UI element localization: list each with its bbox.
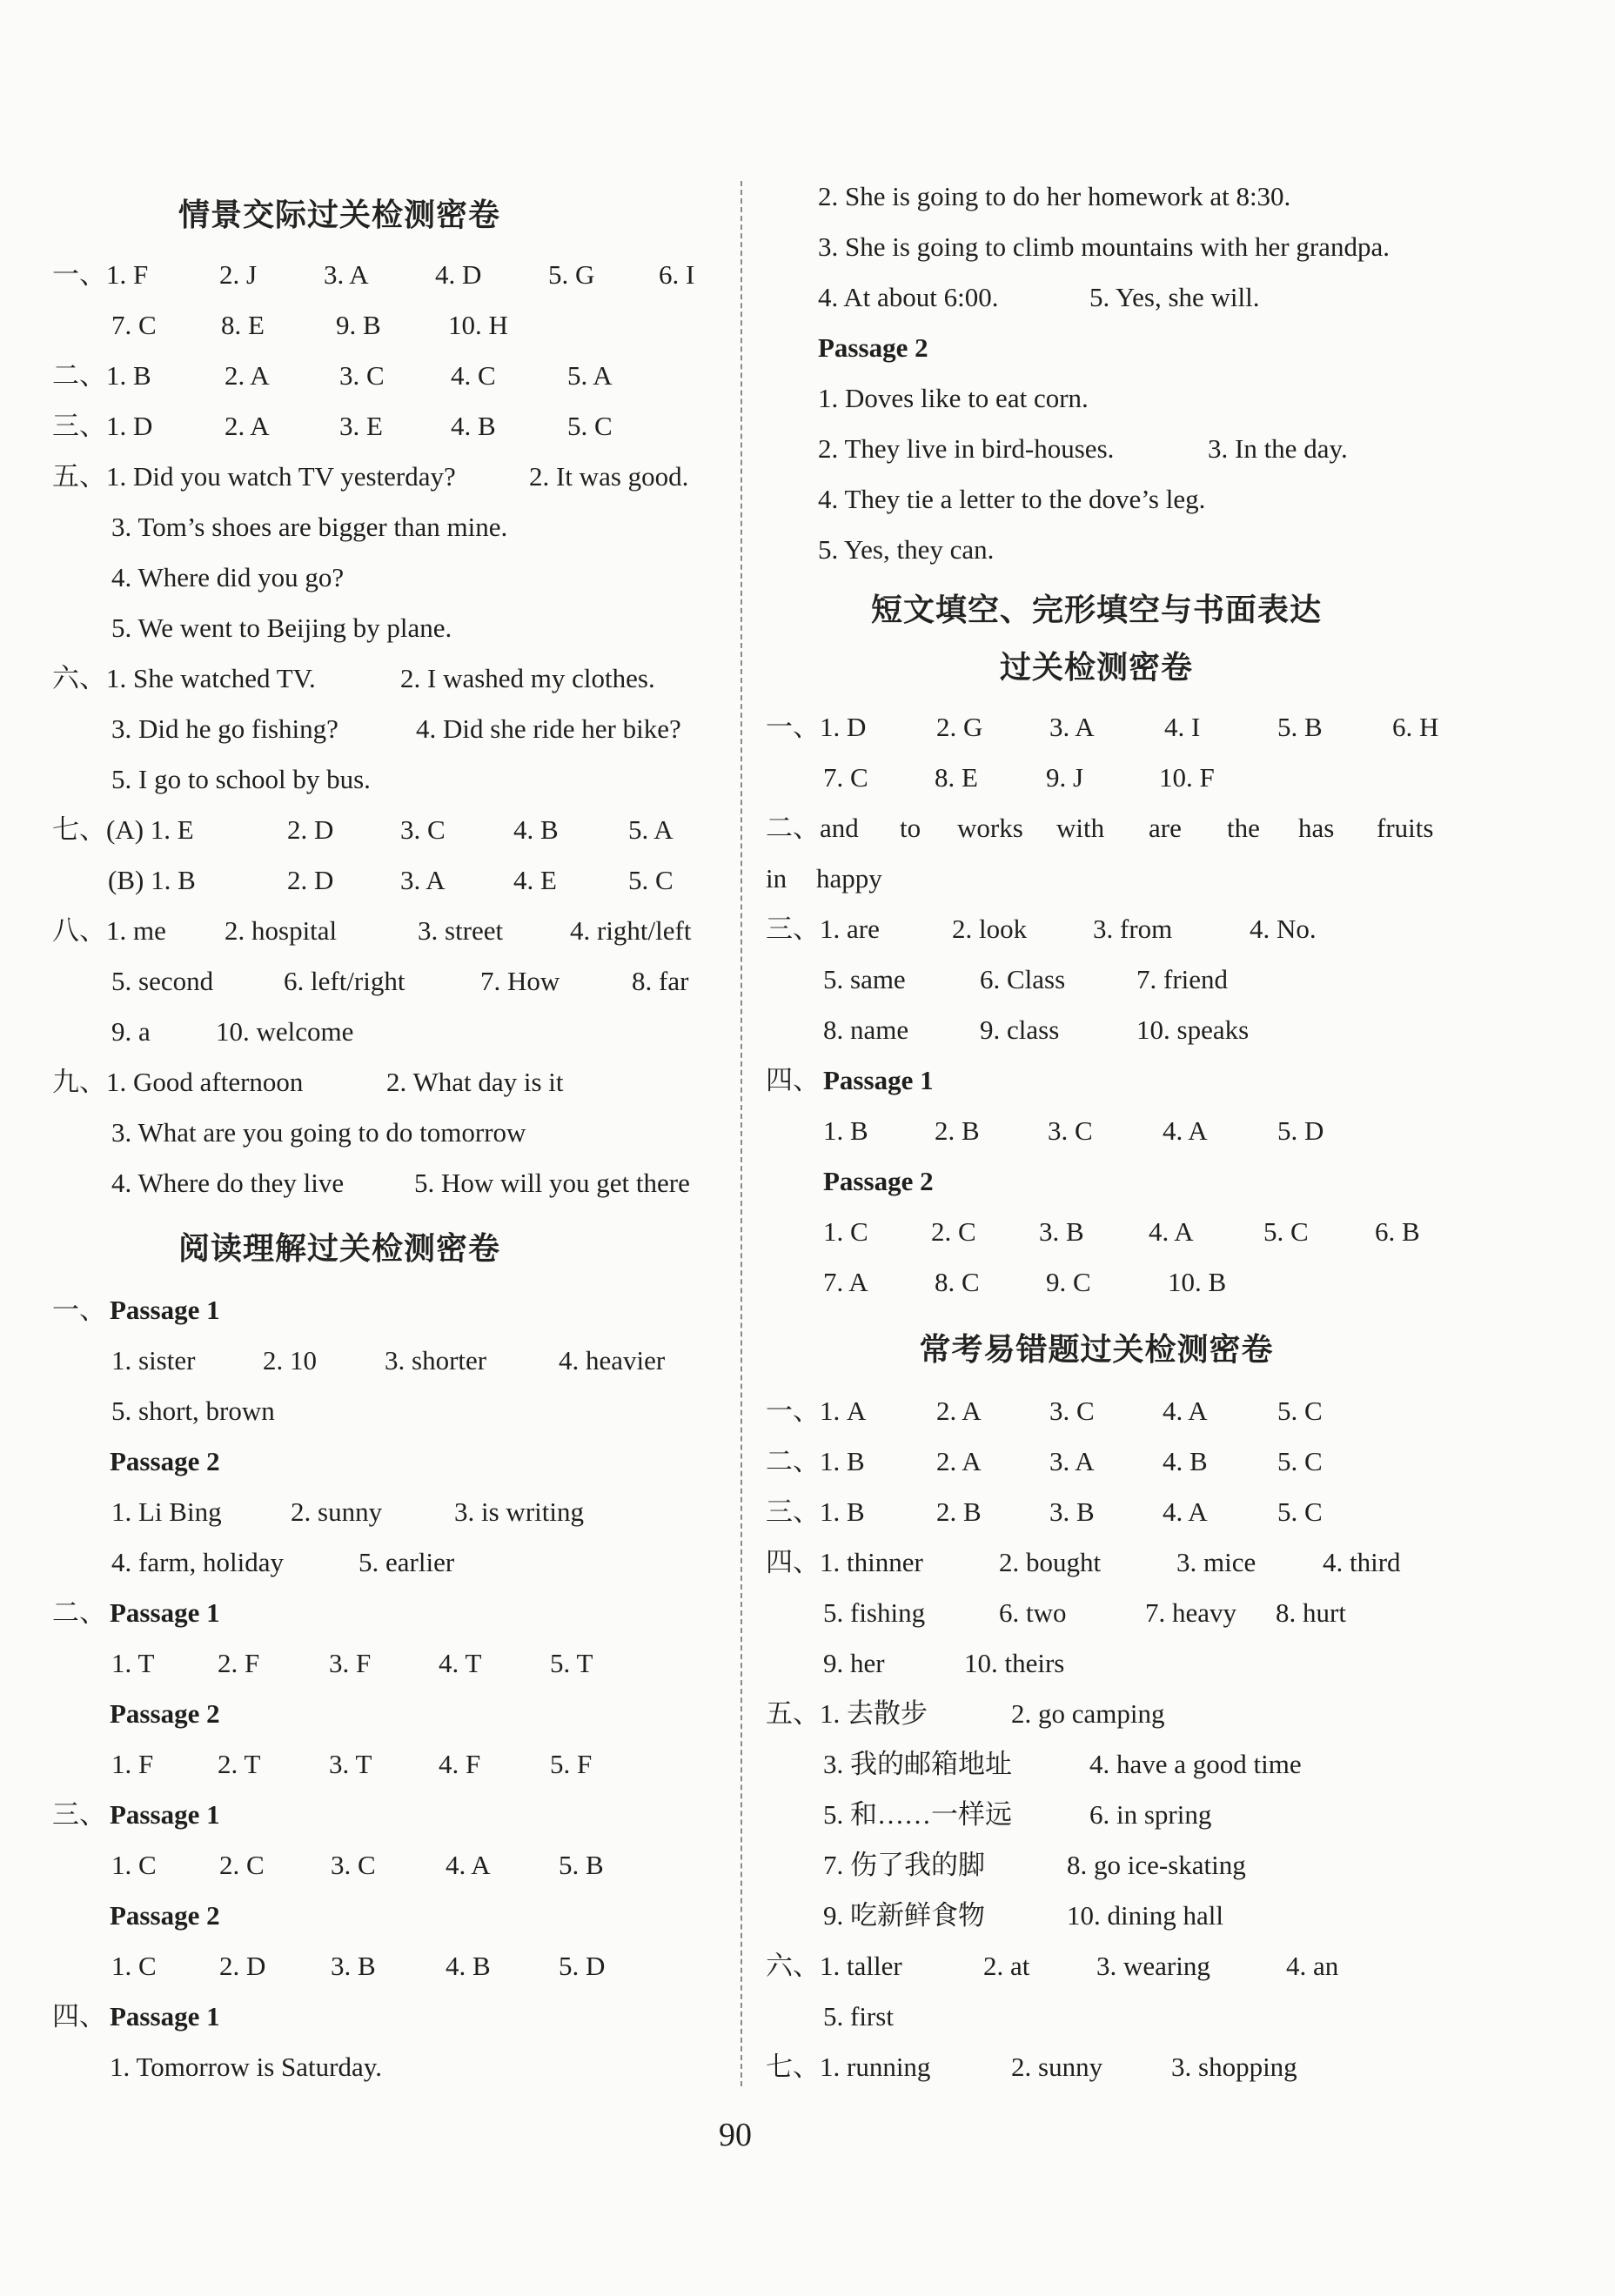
answer-item: 6. in spring [1089, 1799, 1212, 1830]
answer-item: 5. D [559, 1951, 606, 1981]
passage-label: Passage 2 [110, 1900, 220, 1931]
answer-item: 一、1. D [766, 712, 867, 742]
answer-item: 4. an [1286, 1951, 1339, 1981]
answer-item: 9. her [823, 1648, 885, 1678]
answer-item: 2. hospital [224, 915, 338, 946]
answer-item: 7. heavy [1145, 1597, 1237, 1628]
answer-item: 3. She is going to climb mountains with her grandpa. [818, 231, 1390, 262]
answer-item: 5. I go to school by bus. [111, 764, 371, 794]
answer-item: 5. short, brown [111, 1396, 275, 1426]
answer-item: 10. welcome [216, 1016, 354, 1047]
section-title-reading: 阅读理解过关检测密卷 [178, 1231, 500, 1267]
answer-item: 二、1. B [766, 1446, 865, 1476]
passage-label: Passage 2 [110, 1698, 220, 1729]
answer-item: 6. B [1375, 1216, 1420, 1247]
answer-item: 三、1. B [766, 1496, 865, 1527]
answer-item: 2. look [952, 914, 1028, 944]
answer-item: 3. 我的邮箱地址 [823, 1749, 1012, 1779]
answer-item: 4. third [1323, 1547, 1401, 1577]
passage-label: Passage 1 [110, 2001, 220, 2032]
answer-item: 七、(A) 1. E [52, 814, 194, 845]
answer-item: 5. same [823, 964, 906, 994]
answer-item: 2. bought [999, 1547, 1102, 1577]
answer-item: 4. Where do they live [111, 1168, 345, 1198]
answer-item: 1. sister [111, 1345, 196, 1376]
answer-item: 2. T [218, 1749, 261, 1779]
answer-item: 9. B [336, 310, 381, 340]
answer-item: 8. C [935, 1267, 980, 1297]
answer-item: 5. first [823, 2001, 894, 2032]
passage-label: Passage 1 [110, 1799, 220, 1830]
answer-item: 2. A [936, 1396, 982, 1426]
answer-item: 4. B [1163, 1446, 1208, 1476]
answer-item: 3. Tom’s shoes are bigger than mine. [111, 512, 508, 542]
answer-item: 2. F [218, 1648, 260, 1678]
answer-item: 5. C [1277, 1496, 1323, 1527]
answer-item: 3. B [1039, 1216, 1084, 1247]
answer-item: 5. C [567, 411, 613, 441]
answer-item: 6. left/right [284, 966, 405, 996]
answer-item: 2. go camping [1011, 1698, 1165, 1729]
answer-item: 2. What day is it [386, 1067, 564, 1097]
answer-item: 4. A [1163, 1396, 1208, 1426]
answer-item: 3. shorter [385, 1345, 487, 1376]
answer-item: 1. B [823, 1115, 868, 1146]
answer-item: 2. B [936, 1496, 982, 1527]
answer-item: 3. wearing [1096, 1951, 1210, 1981]
answer-item: 3. C [400, 814, 446, 845]
answer-item: 4. farm, holiday [111, 1547, 285, 1577]
passage-label: Passage 1 [110, 1295, 220, 1325]
answer-item: 6. H [1392, 712, 1439, 742]
answer-item: 2. D [219, 1951, 266, 1981]
answer-item: 1. C [111, 1850, 157, 1880]
answer-item: 5. How will you get there [414, 1168, 690, 1198]
answer-item: 1. Doves like to eat corn. [818, 383, 1089, 413]
answer-item: 4. F [439, 1749, 481, 1779]
answer-item: 5. G [548, 259, 595, 290]
answer-item: 5. T [550, 1648, 593, 1678]
answer-item: 3. B [1049, 1496, 1095, 1527]
answer-item: 3. In the day. [1208, 433, 1348, 464]
answer-item: 3. B [331, 1951, 376, 1981]
answer-item: 三、1. D [52, 411, 153, 441]
answer-item: 4. They tie a letter to the dove’s leg. [818, 484, 1206, 514]
answer-item: 8. hurt [1276, 1597, 1346, 1628]
answer-item: 4. C [451, 360, 496, 391]
answer-item: 二、and [766, 813, 859, 843]
answer-item: 8. E [935, 762, 978, 793]
answer-item: 3. Did he go fishing? [111, 713, 338, 744]
answer-item: 4. T [439, 1648, 482, 1678]
answer-item: 4. I [1164, 712, 1201, 742]
answer-item: 2. at [983, 1951, 1030, 1981]
answer-item: fruits [1377, 813, 1434, 843]
answer-item: 4. heavier [559, 1345, 666, 1376]
answer-item: 四、 [766, 1065, 820, 1095]
answer-item: 5. Yes, she will. [1089, 282, 1260, 312]
answer-item: 6. two [999, 1597, 1067, 1628]
answer-item: 3. shopping [1171, 2052, 1297, 2082]
answer-item: 10. speaks [1136, 1014, 1250, 1045]
answer-item: 10. theirs [964, 1648, 1065, 1678]
answer-item: 一、1. A [766, 1396, 867, 1426]
answer-item: 2. B [935, 1115, 980, 1146]
answer-item: 2. 10 [263, 1345, 317, 1376]
answer-item: 4. A [446, 1850, 491, 1880]
answer-item: 5. C [1263, 1216, 1309, 1247]
answer-item: 8. E [221, 310, 265, 340]
answer-item: 5. earlier [359, 1547, 455, 1577]
answer-item: 2. I washed my clothes. [400, 663, 655, 693]
answer-item: 7. A [823, 1267, 868, 1297]
answer-item: 1. Li Bing [111, 1496, 222, 1527]
answer-item: are [1149, 813, 1182, 843]
answer-item: 9. 吃新鲜食物 [823, 1900, 985, 1931]
answer-item: 5. 和……一样远 [823, 1799, 1012, 1830]
answer-item: 8. go ice-skating [1067, 1850, 1246, 1880]
answer-item: 5. A [628, 814, 673, 845]
answer-item: 2. D [287, 814, 334, 845]
answer-item: 5. C [1277, 1396, 1323, 1426]
answer-item: 3. F [329, 1648, 372, 1678]
answer-item: 2. J [219, 259, 258, 290]
answer-item: 2. sunny [291, 1496, 383, 1527]
answer-item: 4. A [1149, 1216, 1194, 1247]
answer-item: 1. C [111, 1951, 157, 1981]
answer-item: 2. It was good. [529, 461, 689, 492]
answer-item: 九、1. Good afternoon [52, 1067, 304, 1097]
answer-item: 3. street [418, 915, 504, 946]
answer-item: 9. a [111, 1016, 151, 1047]
answer-item: 4. A [1163, 1115, 1208, 1146]
answer-item: 4. Where did you go? [111, 562, 345, 592]
answer-item: 5. fishing [823, 1597, 926, 1628]
answer-item: 9. C [1046, 1267, 1091, 1297]
answer-item: 5. C [628, 865, 673, 895]
passage-label: Passage 1 [110, 1597, 220, 1628]
section-title-cloze-writing-2: 过关检测密卷 [999, 650, 1193, 686]
answer-item: to [900, 813, 921, 843]
answer-item: 5. Yes, they can. [818, 534, 995, 565]
answer-item: 3. is writing [454, 1496, 584, 1527]
passage-label: Passage 2 [818, 332, 928, 363]
answer-item: 5. F [550, 1749, 593, 1779]
answer-item: 4. right/left [570, 915, 692, 946]
answer-item: 4. have a good time [1089, 1749, 1302, 1779]
answer-item: 5. B [1277, 712, 1323, 742]
answer-item: 9. J [1046, 762, 1084, 793]
answer-item: 4. B [451, 411, 496, 441]
answer-item: 六、1. taller [766, 1951, 902, 1981]
answer-item: 3. E [339, 411, 383, 441]
answer-item: 2. They live in bird-houses. [818, 433, 1115, 464]
page-number: 90 [719, 2117, 752, 2153]
answer-item: 5. second [111, 966, 214, 996]
answer-item: 7. C [111, 310, 157, 340]
section-title-situational: 情景交际过关检测密卷 [178, 197, 500, 233]
answer-item: 3. What are you going to do tomorrow [111, 1117, 526, 1148]
answer-item: 7. 伤了我的脚 [823, 1850, 985, 1880]
answer-item: 6. I [659, 259, 695, 290]
answer-item: 1. T [111, 1648, 155, 1678]
answer-item: 3. T [329, 1749, 372, 1779]
answer-item: with [1056, 813, 1105, 843]
answer-item: 1. C [823, 1216, 868, 1247]
answer-item: 8. name [823, 1014, 909, 1045]
answer-item: 2. D [287, 865, 334, 895]
answer-item: 2. A [224, 360, 270, 391]
passage-label: Passage 1 [823, 1065, 934, 1095]
answer-item: 四、1. thinner [766, 1547, 923, 1577]
answer-item: 2. C [931, 1216, 976, 1247]
answer-item: 2. C [219, 1850, 265, 1880]
answer-item: 3. C [339, 360, 385, 391]
answer-item: 7. How [480, 966, 560, 996]
answer-item: 7. C [823, 762, 868, 793]
answer-item: 4. E [513, 865, 557, 895]
answer-item: 3. mice [1176, 1547, 1256, 1577]
answer-item: 10. B [1168, 1267, 1227, 1297]
section-title-common-errors: 常考易错题过关检测密卷 [919, 1332, 1274, 1368]
answer-item: 4. At about 6:00. [818, 282, 999, 312]
answer-item: the [1227, 813, 1260, 843]
answer-item: 10. dining hall [1067, 1900, 1223, 1931]
answer-item: 5. C [1277, 1446, 1323, 1476]
answer-item: 5. B [559, 1850, 604, 1880]
answer-item: works [957, 813, 1023, 843]
answer-item: 4. B [446, 1951, 491, 1981]
answer-item: 七、1. running [766, 2052, 931, 2082]
answer-item: 3. C [1048, 1115, 1093, 1146]
answer-item: 一、 [52, 1295, 106, 1325]
answer-item: 8. far [632, 966, 689, 996]
answer-item: 2. G [936, 712, 983, 742]
answer-item: 2. sunny [1011, 2052, 1103, 2082]
answer-item: 六、1. She watched TV. [52, 663, 316, 693]
answer-item: 四、 [52, 2001, 106, 2032]
section-title-cloze-writing: 短文填空、完形填空与书面表达 [870, 592, 1322, 628]
answer-item: 三、1. are [766, 914, 880, 944]
answer-item: 二、1. B [52, 360, 151, 391]
answer-item: 10. F [1159, 762, 1215, 793]
answer-item: 三、 [52, 1799, 106, 1830]
answer-item: 2. A [936, 1446, 982, 1476]
answer-item: in [766, 863, 787, 894]
answer-item: 2. She is going to do her homework at 8:30. [818, 181, 1291, 211]
answer-item: 3. A [400, 865, 446, 895]
answer-item: 3. A [1049, 712, 1095, 742]
answer-item: has [1298, 813, 1335, 843]
answer-item: 八、1. me [52, 915, 166, 946]
answer-item: 4. Did she ride her bike? [416, 713, 681, 744]
answer-item: 4. No. [1250, 914, 1317, 944]
answer-item: 3. C [331, 1850, 376, 1880]
answer-item: 五、1. 去散步 [766, 1698, 928, 1729]
answer-item: 1. F [111, 1749, 154, 1779]
answer-item: 3. A [324, 259, 369, 290]
answer-item: 2. A [224, 411, 270, 441]
column-divider [740, 181, 742, 2086]
answer-item: 5. We went to Beijing by plane. [111, 612, 452, 643]
answer-item: 3. A [1049, 1446, 1095, 1476]
answer-item: 10. H [448, 310, 508, 340]
answer-item: 一、1. F [52, 259, 149, 290]
answer-item: 5. A [567, 360, 613, 391]
answer-item: 9. class [980, 1014, 1060, 1045]
answer-item: 6. Class [980, 964, 1066, 994]
answer-item: 3. from [1093, 914, 1173, 944]
passage-label: Passage 2 [110, 1446, 220, 1476]
answer-item: 4. D [435, 259, 482, 290]
answer-item: 4. B [513, 814, 559, 845]
answer-item: happy [816, 863, 882, 894]
answer-item: 1. Tomorrow is Saturday. [110, 2052, 382, 2082]
passage-label: Passage 2 [823, 1166, 934, 1196]
answer-item: (B) 1. B [108, 865, 196, 895]
answer-item: 5. D [1277, 1115, 1324, 1146]
answer-item: 3. C [1049, 1396, 1095, 1426]
answer-item: 二、 [52, 1597, 106, 1628]
answer-item: 五、1. Did you watch TV yesterday? [52, 461, 456, 492]
answer-item: 7. friend [1136, 964, 1229, 994]
answer-item: 4. A [1163, 1496, 1208, 1527]
